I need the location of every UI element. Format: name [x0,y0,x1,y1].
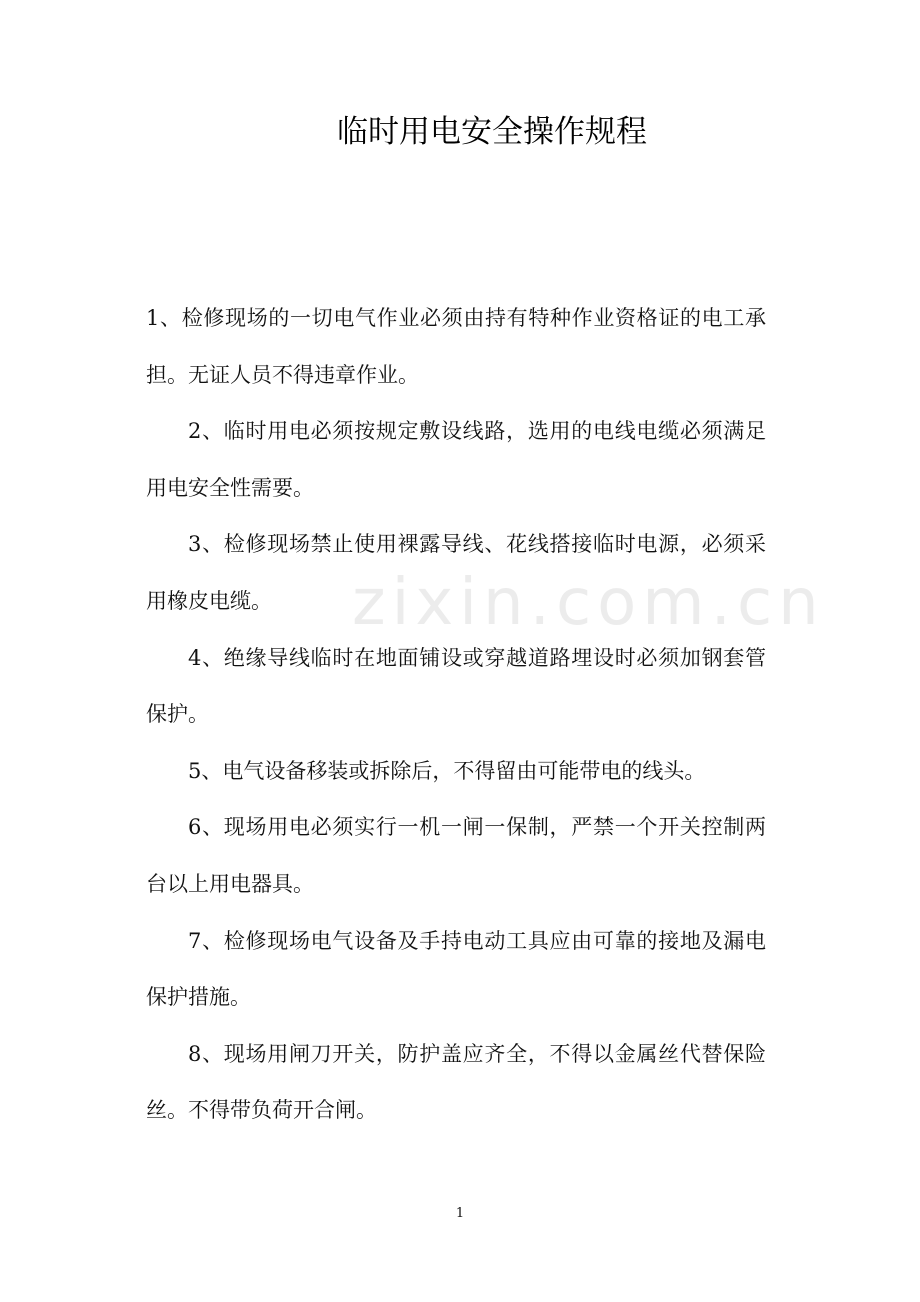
page-number: 1 [455,1206,465,1221]
paragraph-2: 2、临时用电必须按规定敷设线路，选用的电线电缆必须满足用电安全性需要。 [146,419,766,500]
paragraph-3: 3、检修现场禁止使用裸露导线、花线搭接临时电源，必须采用橡皮电缆。 [146,532,766,613]
paragraph-4: 4、绝缘导线临时在地面铺设或穿越道路埋设时必须加钢套管保护。 [146,645,766,727]
paragraph-1: 1、检修现场的一切电气作业必须由持有特种作业资格证的电工承担。无证人员不得违章作业。 [146,306,766,387]
watermark: zixin.com.cn [352,566,825,640]
paragraph-8: 8、现场用闸刀开关，防护盖应齐全，不得以金属丝代替保险丝。不得带负荷开合闸。 [146,1041,766,1123]
paragraph-5: 5、电气设备移装或拆除后，不得留由可能带电的线头。 [188,758,706,783]
document-title: 临时用电安全操作规程 [337,114,647,150]
document-body [146,290,766,1139]
paragraph-7: 7、检修现场电气设备及手持电动工具应由可靠的接地及漏电保护措施。 [146,928,766,1010]
paragraph-6: 6、现场用电必须实行一机一闸一保制，严禁一个开关控制两台以上用电器具。 [146,815,766,896]
